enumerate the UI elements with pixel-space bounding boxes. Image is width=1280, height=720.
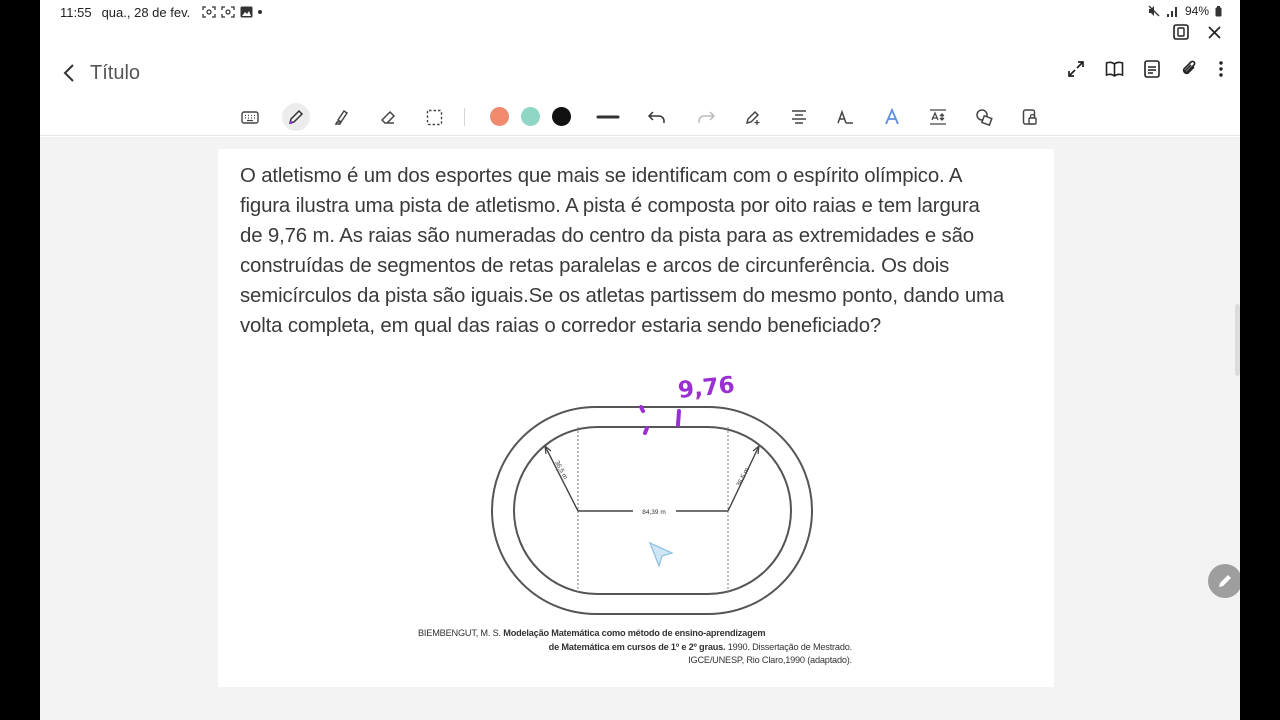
popup-view-icon[interactable] (1173, 24, 1189, 40)
window-controls (1173, 24, 1222, 40)
citation-author: BIEMBENGUT, M. S. (418, 628, 501, 638)
pen-icon (287, 108, 305, 126)
keyboard-icon (241, 111, 259, 124)
handwriting-text-tool[interactable] (831, 103, 859, 131)
lasso-select-tool[interactable] (420, 103, 448, 131)
eraser-tool[interactable] (374, 103, 402, 131)
pasted-image[interactable] (218, 149, 1054, 687)
note-title[interactable]: Título (90, 61, 141, 84)
pen-plus-icon (744, 108, 762, 126)
status-right (1148, 4, 1222, 18)
drawing-toolbar (40, 98, 1240, 136)
problem-line: volta completa, em qual das raias o corredor estaria sendo beneficiado? (240, 315, 882, 337)
citation-details: 1990. Dissertação de Mestrado. (727, 641, 852, 652)
problem-line: de 9,76 m. As raias são numeradas do centro da pista para as extremidades e são (240, 225, 974, 247)
header-actions (1067, 60, 1224, 78)
screenshot-icon (202, 6, 216, 18)
radius-label-right: 36,5 m (735, 467, 751, 488)
redo-icon (697, 109, 715, 125)
app-screen (40, 0, 1240, 720)
redo-button[interactable] (692, 103, 720, 131)
eraser-icon (379, 108, 397, 126)
shapes-tool[interactable] (970, 103, 998, 131)
shapes-icon (975, 108, 993, 126)
close-icon[interactable] (1207, 25, 1222, 40)
highlighter-icon (333, 108, 351, 126)
screenshot-icon (221, 6, 235, 18)
handwritten-mark (641, 407, 679, 433)
back-button[interactable] (58, 62, 80, 84)
battery-icon (1215, 6, 1222, 17)
citation-title-part1: Modelação Matemática como método de ensino-aprendizagem (503, 628, 766, 638)
text-format-icon (929, 108, 947, 126)
text-mode-icon[interactable] (1144, 60, 1160, 78)
dashed-select-icon (426, 109, 443, 126)
note-canvas[interactable] (40, 137, 1240, 720)
signal-icon (1166, 6, 1179, 17)
handwriting-icon (836, 108, 854, 126)
pencil-icon (1217, 573, 1233, 589)
problem-line: construídas de segmentos de retas paralelas e arcos de circunferência. Os dois (240, 255, 950, 277)
problem-line: O atletismo é um dos esportes que mais se identificam com o espírito olímpico. A (240, 165, 963, 187)
citation-institution: IGCE/UNESP, Rio Claro,1990 (adaptado). (688, 655, 852, 665)
text-format-tool[interactable] (924, 103, 952, 131)
undo-button[interactable] (643, 103, 671, 131)
lock-icon (1022, 108, 1038, 126)
track-figure (218, 149, 1054, 687)
gallery-icon (240, 6, 253, 18)
book-view-icon[interactable] (1105, 60, 1124, 78)
shape-pen-tool[interactable] (739, 103, 767, 131)
scrollbar-thumb[interactable] (1235, 304, 1240, 376)
more-options-icon[interactable] (1218, 60, 1224, 78)
problem-line: figura ilustra uma pista de atletismo. A pista é composta por oito raias e tem largura (240, 195, 980, 217)
text-style-icon (883, 108, 901, 126)
toolbar-divider (464, 108, 465, 126)
highlighter-tool[interactable] (328, 103, 356, 131)
text-style-tool[interactable] (878, 103, 906, 131)
status-bar (40, 0, 1240, 24)
keyboard-tool[interactable] (236, 103, 264, 131)
cursor-arrow-icon (650, 543, 672, 566)
notification-icons (202, 6, 262, 18)
stroke-width-tool[interactable] (594, 103, 622, 131)
undo-icon (648, 109, 666, 125)
handwritten-width-note: 9,76 (676, 372, 736, 405)
more-notifications-dot (258, 10, 262, 14)
mute-icon (1148, 5, 1160, 17)
floating-pen-button[interactable] (1208, 564, 1240, 598)
center-dimension-label: 84,39 m (642, 509, 666, 516)
status-time: 11:55 (60, 4, 92, 20)
pen-tool[interactable] (282, 103, 310, 131)
citation-title-part2: de Matemática em cursos de 1º e 2º graus. (548, 641, 726, 652)
source-citation (418, 627, 852, 668)
radius-label-left: 36,5 m (553, 459, 569, 481)
note-header (40, 52, 1240, 94)
color-swatch-black[interactable] (552, 107, 571, 126)
lock-tool[interactable] (1016, 103, 1044, 131)
color-swatch-mint[interactable] (521, 107, 540, 126)
text-align-icon (790, 109, 808, 125)
attach-icon[interactable] (1180, 60, 1198, 78)
chevron-left-icon (63, 64, 75, 82)
battery-level: 94% (1184, 4, 1209, 18)
color-swatch-coral[interactable] (490, 107, 509, 126)
line-thickness-icon (596, 114, 620, 120)
expand-icon[interactable] (1067, 60, 1085, 78)
status-date: qua., 28 de fev. (101, 4, 191, 20)
problem-line: semicírculos da pista são iguais.Se os atletas partissem do mesmo ponto, dando uma (240, 285, 1005, 307)
text-align-tool[interactable] (785, 103, 813, 131)
